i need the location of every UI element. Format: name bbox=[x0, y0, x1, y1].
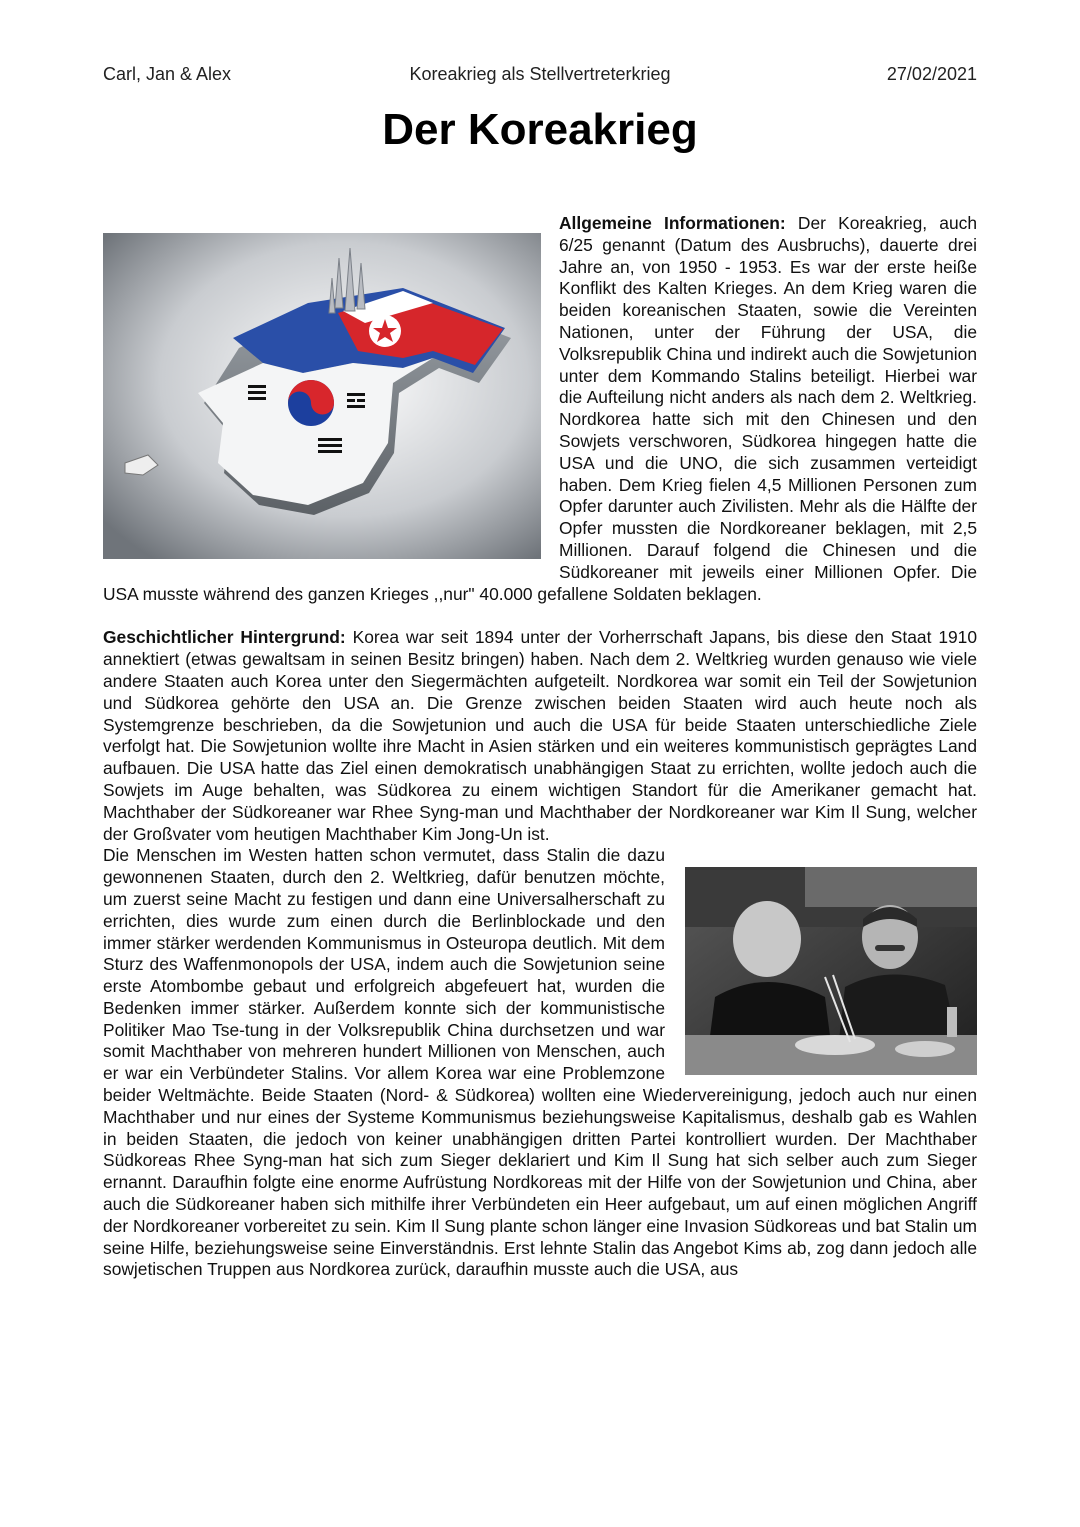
text-geschichtlicher-hintergrund: Korea war seit 1894 unter der Vorherrschaft Japans, bis diese den Staat 1910 annektiert (etwas gewaltsam in seinen Besitz bringen) haben. Nach dem 2. Weltkrieg wurden genauso wie viele andere Staaten auch Korea unter den Siegermächten aufgeteilt. Nordkorea war somit ein Teil der Sowjetunion und Südkorea gehörte den USA an. Die Grenze zwischen beiden Staaten wird auch heute noch als Systemgrenze beschrieben, da die Sowjetunion und auch die USA für beide Staaten unterschiedliche Ziele verfolgt hat. Die Sowjetunion wollte ihre Macht in Asien stärken und ein weiteres kommunistisch geprägtes Land aufbauen. Die USA hatte das Ziel einen demokratisch unabhängigen Staat zu errichten, wollte jedoch auch die Sowjets im Auge behalten, was Südkorea zu einem wichtigen Standort für die Amerikaner gemacht hat. Machthaber der Südkoreaner war Rhee Syng-man und Machthaber der Nordkoreaner war Kim Il Sung, welcher der Großvater vom heutigen Machthaber Kim Jong-Un ist. bbox=[103, 627, 978, 844]
document-body bbox=[103, 213, 977, 1303]
text-hintergrund-fortsetzung: Die Menschen im Westen hatten schon vermutet, dass Stalin die dazu gewonnenen Staaten, durch den 2. Weltkrieg, dafür benutzen möchte, um zuerst seine Macht zu festigen und dann eine Universalherschaft zu errichten, dies wurde zum einen durch die Berlinblockade und den immer stärker werdenden Kommunismus in Osteuropa deutlich. Mit dem Sturz des Waffenmonopols der USA, indem auch die Sowjetunion seine erste Atombombe gebaut und erfolgreich abgefeuert hat, wurden die Bedenken immer stärker. Außerdem konnte sich der kommunistische Politiker Mao Tse-tung in der Volksrepublik China durchsetzen und war somit Machthaber von mehreren hundert Millionen von Menschen, auch er war ein Verbündeter Stalins. Vor allem Korea war eine Problemzone beider Weltmächte. Beide Staaten (Nord- & Südkorea) wollten eine Wiedervereinigung, jedoch auch nur einen Machthaber und nur eines der Systeme Kommunismus beziehungsweise Kapitalismus, deshalb gab es Wahlen in beiden Staaten, die jedoch von keiner unabhängigen dritten Partei kontrolliert wurden. Der Machthaber Südkoreas Rhee Syng-man hat sich zum Sieger deklariert und Kim Il Sung hat sich selber auch zum Sieger ernannt. Daraufhin folgte eine enorme Aufrüstung Nordkoreas mit der Hilfe von der Sowjetunion und China, aber auch die Südkoreaner haben sich mithilfe ihrer Verbündeten ein Heer aufgebaut, um auf einen möglichen Angriff der Nordkoreaner vorbereitet zu sein. Kim Il Sung plante schon länger eine Invasion Südkoreas und bat Stalin um seine Hilfe, beziehungsweise seine Einverständnis. Erst lehnte Stalin das Angebot Kims ab, zog dann jedoch alle sowjetischen Truppen aus Nordkorea zurück, daraufhin musste auch die USA, aus bbox=[103, 845, 977, 1280]
page-title: Der Koreakrieg bbox=[382, 105, 698, 154]
paragraph-geschichtlicher-hintergrund bbox=[103, 627, 977, 845]
header-date: 27/02/2021 bbox=[886, 64, 977, 84]
korea-flag-map-image bbox=[103, 233, 541, 559]
header-topic: Koreakrieg als Stellvertreterkrieg bbox=[409, 64, 671, 84]
kim-stalin-photo bbox=[685, 867, 977, 1075]
heading-allgemeine-informationen: Allgemeine Informationen: bbox=[559, 213, 786, 233]
page-header bbox=[103, 64, 977, 86]
text-allgemeine-informationen: Der Koreakrieg, auch 6/25 genannt (Datum des Ausbruchs), dauerte drei Jahre an, von 1950 - 1953. Es war der erste heiße Konflikt des Kalten Krieges. An dem Krieg waren die beiden koreanischen Staaten, sowie die Vereinten Nationen, unter der Führung der USA, die Volksrepublik China und indirekt auch die Sowjetunion unter dem Kommando Stalins beteiligt. Hierbei war die Aufteilung nicht anders als nach dem 2. Weltkrieg. Nordkorea hatte sich mit den Chinesen und den Sowjets verschworen, Südkorea hingegen hatte die USA und die UNO, die sich zusammen verteidigt haben. Dem Krieg fielen 4,5 Millionen Personen zum Opfer darunter auch Zivilisten. Mehr als die Hälfte der Opfer mussten die Nordkoreaner beklagen, mit 2,5 Millionen. Darauf folgend die Chinesen und die Südkoreaner mit jeweils einer Millionen Opfer. Die USA musste während des ganzen Krieges ,,nur" 40.000 gefallene Soldaten beklagen. bbox=[103, 213, 977, 604]
header-authors: Carl, Jan & Alex bbox=[103, 64, 232, 84]
heading-geschichtlicher-hintergrund: Geschichtlicher Hintergrund: bbox=[103, 627, 346, 648]
